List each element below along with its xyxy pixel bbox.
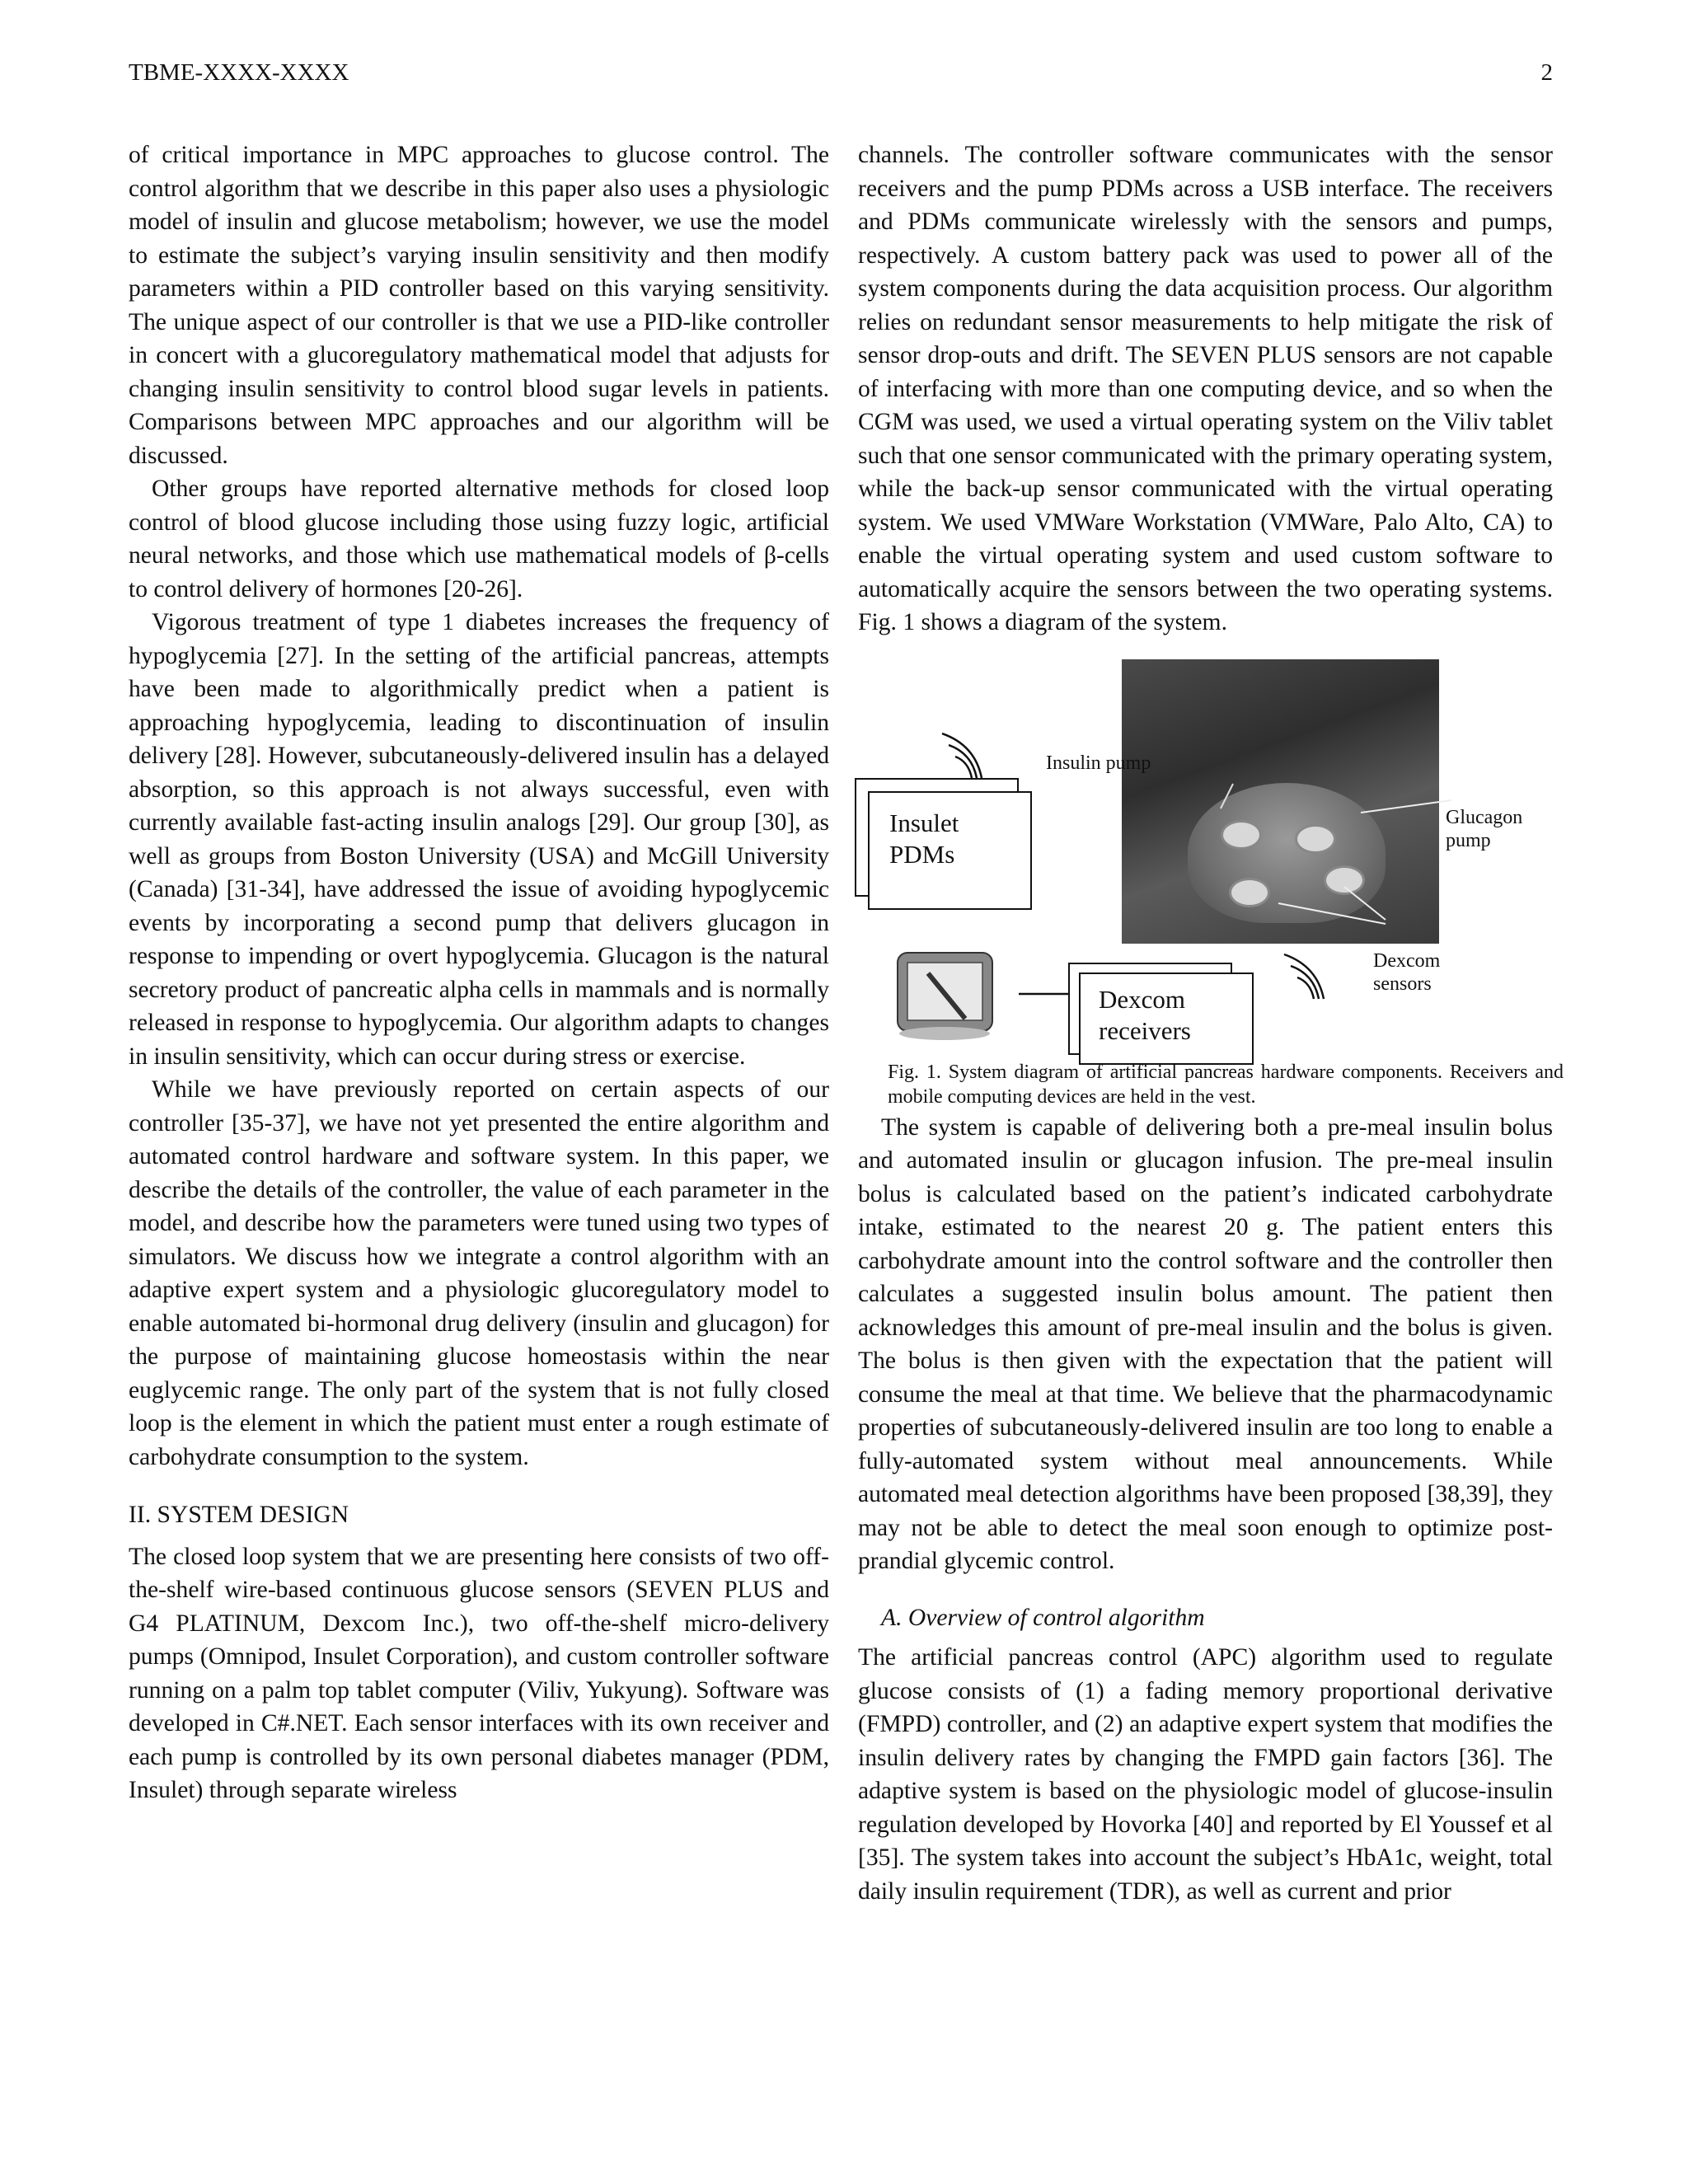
tablet-icon (898, 953, 992, 1040)
paragraph: The artificial pancreas control (APC) algorithm used to regulate glucose consists of (1) a fading memory proportional derivative (FMPD) controller, and (2) an adaptive expert system that modifies the insulin delivery rates by changing the FMPD gain factors [36]. The adaptive system is based on the physiologic model of glucose-insulin regulation developed by Hovorka [40] and reported by El Youssef et al [35]. The system takes into account the subject’s HbA1c, weight, total daily insulin requirement (TDR), as well as current and prior (858, 1644, 1553, 1905)
insulet-pdms-label: Insulet PDMs (889, 808, 959, 869)
paragraph: Other groups have reported alternative methods for closed loop control of blood glucose including those using fuzzy logic, artificial neural networks, and those which use mathematical models of β-cells to control delivery of hormones [20-26]. (129, 476, 829, 602)
label-insulin-pump: Insulin pump (1046, 752, 1151, 774)
paragraph: Vigorous treatment of type 1 diabetes increases the frequency of hypoglycemia [27]. In the setting of the artificial pancreas, attempts have been made to algorithmically predict when a patient is approaching hypoglycemia, leading to discontinuation of insulin delivery [28]. However, subcutaneously-delivered insulin has a delayed absorption, so this approach is not always successful, even with currently available fast-acting insulin analogs [29]. Our group [30], as well as groups from Boston University (USA) and McGill University (Canada) [31-34], have addressed the issue of avoiding hypoglycemic events by incorporating a second pump that delivers glucagon in response to impending or overt hypoglycemia. Glucagon is the natural secretory product of pancreatic alpha cells in mammals and is normally released in response to hypoglycemia. Our algorithm adapts to changes in insulin sensitivity, which can occur during stress or exercise. (129, 609, 829, 1070)
wireless-icon (1284, 954, 1324, 999)
section-heading: II. SYSTEM DESIGN (129, 1502, 349, 1528)
page-header (129, 59, 1553, 96)
page-number: 2 (1540, 59, 1553, 86)
right-column (858, 138, 1564, 1908)
journal-id: TBME-XXXX-XXXX (129, 59, 349, 86)
left-column (129, 138, 829, 1807)
figure-caption: Fig. 1. System diagram of artificial pancreas hardware components. Receivers and mobile computing devices are held in the vest. (888, 1061, 1564, 1108)
label-glucagon-pump: Glucagon pump (1446, 806, 1523, 851)
paragraph: of critical importance in MPC approaches to glucose control. The control algorithm that we describe in this paper also uses a physiologic model of insulin and glucose metabolism; however, we use the model to estimate the subject’s varying insulin sensitivity and then modify parameters within a PID controller based on this varying sensitivity. The unique aspect of our controller is that we use a PID-like controller in concert with a glucoregulatory mathematical model that adjusts for changing insulin sensitivity to control blood sugar levels in patients. Comparisons between MPC approaches and our algorithm will be discussed. (129, 142, 829, 469)
paragraph: While we have previously reported on certain aspects of our controller [35-37], we have not yet presented the entire algorithm and automated control hardware and software system. In this paper, we describe the details of the controller, the value of each parameter in the model, and describe how the parameters were tuned using two types of simulators. We discuss how we integrate a control algorithm with an adaptive expert system and a physiologic glucoregulatory model to enable automated bi-hormonal drug delivery (insulin and glucagon) for the purpose of maintaining glucose homeostasis within the near euglycemic range. The only part of the system that is not fully closed loop is the element in which the patient must enter a rough estimate of carbohydrate consumption to the system. (129, 1076, 829, 1470)
paragraph: channels. The controller software communicates with the sensor receivers and the pump PDMs across a USB interface. The receivers and PDMs communicate wirelessly with the sensors and pumps, respectively. A custom battery pack was used to power all of the system components during the data acquisition process. Our algorithm relies on redundant sensor measurements to help mitigate the risk of sensor drop-outs and drift. The SEVEN PLUS sensors are not capable of interfacing with more than one computing device, and so when the CGM was used, we used a virtual operating system on the Viliv tablet such that one sensor communicated with the primary operating system, while the back-up sensor communicated with the virtual operating system. We used VMWare Workstation (VMWare, Palo Alto, CA) to enable the virtual operating system and used custom software to automatically acquire the sensors between the two operating systems. Fig. 1 shows a diagram of the system. (858, 142, 1553, 635)
paragraph: The closed loop system that we are presenting here consists of two off-the-shelf wire-based continuous glucose sensors (SEVEN PLUS and G4 PLATINUM, Dexcom Inc.), two off-the-shelf micro-delivery pumps (Omnipod, Insulet Corporation), and custom controller software running on a palm top tablet computer (Viliv, Yukyung). Software was developed in C#.NET. Each sensor interfaces with its own receiver and each pump is controlled by its own personal diabetes manager (PDM, Insulet) through separate wireless (129, 1543, 829, 1803)
insulet-pdms-box (868, 791, 1032, 910)
figure-1 (858, 656, 1564, 1111)
paragraph: The system is capable of delivering both a pre-meal insulin bolus and automated insulin or glucagon infusion. The pre-meal insulin bolus is calculated based on the patient’s indicated carbohydrate intake, estimated to the nearest 20 g. The patient enters this carbohydrate amount into the control software and the controller then calculates a suggested insulin bolus amount. The patient then acknowledges this amount of pre-meal insulin and the bolus is given. The bolus is then given with the expectation that the patient will consume the meal at that time. We believe that the pharmacodynamic properties of subcutaneously-delivered insulin are too long to enable a fully-automated system without meal announcements. While automated meal detection algorithms have been proposed [38,39], they may not be able to detect the meal soon enough to optimize post-prandial glycemic control. (858, 1113, 1553, 1574)
dexcom-receivers-label: Dexcom receivers (1099, 984, 1191, 1045)
subsection-heading: A. Overview of control algorithm (881, 1604, 1205, 1631)
label-dexcom-sensors: Dexcom sensors (1373, 949, 1441, 995)
wireless-icon (942, 733, 982, 778)
dexcom-receivers-box (1079, 972, 1254, 1065)
